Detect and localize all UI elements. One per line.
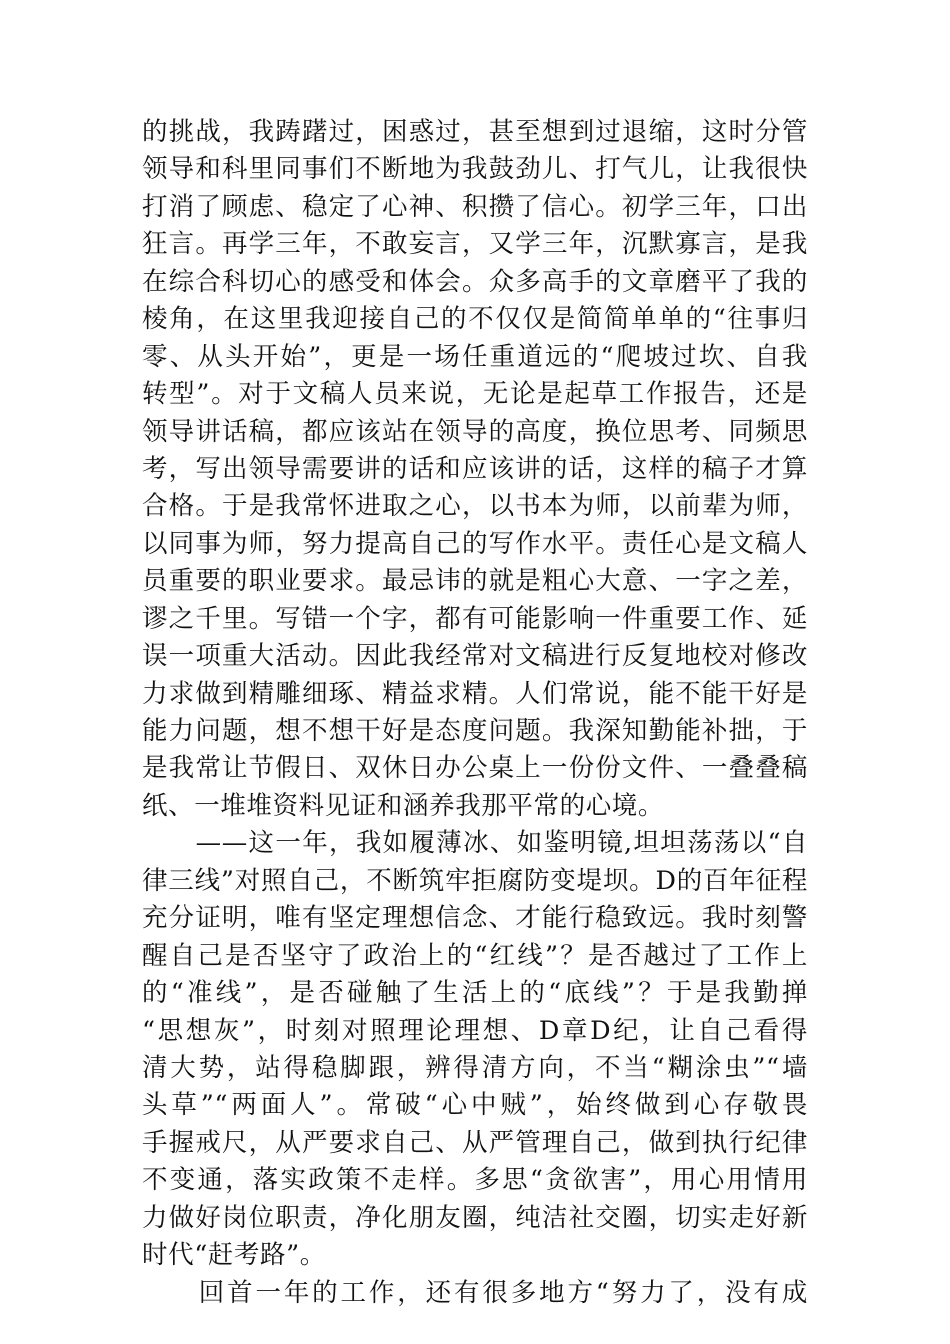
text-line: 充分证明，唯有坚定理想信念、才能行稳致远。我时刻警	[142, 903, 808, 934]
text-line: 员重要的职业要求。最忌讳的就是粗心大意、一字之差，	[142, 566, 808, 597]
text-line: 力求做到精雕细琢、精益求精。人们常说，能不能干好是	[142, 678, 808, 709]
paragraph	[142, 825, 808, 1274]
text-line: 棱角，在这里我迎接自己的不仅仅是简简单单的“往事归	[142, 304, 808, 335]
text-line: 律三线”对照自己，不断筑牢拒腐防变堤坝。D的百年征程	[142, 865, 808, 896]
text-line: 以同事为师，努力提高自己的写作水平。责任心是文稿人	[142, 528, 808, 559]
text-line: 醒自己是否坚守了政治上的“红线”？是否越过了工作上	[142, 940, 808, 971]
text-line: 回首一年的工作，还有很多地方“努力了，没有成	[142, 1277, 808, 1308]
text-line: 是我常让节假日、双休日办公桌上一份份文件、一叠叠稿	[142, 753, 808, 784]
text-line: 的“准线”，是否碰触了生活上的“底线”？于是我勤掸	[142, 978, 808, 1009]
text-line: 不变通，落实政策不走样。多思“贪欲害”，用心用情用	[142, 1165, 808, 1196]
text-line: 能力问题，想不想干好是态度问题。我深知勤能补拙，于	[142, 716, 808, 746]
text-line: 打消了顾虑、稳定了心神、积攒了信心。初学三年，口出	[142, 191, 808, 222]
text-line: 转型”。对于文稿人员来说，无论是起草工作报告，还是	[142, 379, 808, 410]
text-line: 误一项重大活动。因此我经常对文稿进行反复地校对修改	[142, 641, 808, 672]
text-line: 狂言。再学三年，不敢妄言，又学三年，沉默寡言，是我	[142, 229, 808, 260]
paragraph	[142, 1275, 808, 1312]
text-line: “思想灰”，时刻对照理论理想、D章D纪，让自己看得	[142, 1015, 808, 1046]
text-line: 零、从头开始”，更是一场任重道远的“爬坡过坎、自我	[142, 341, 808, 372]
text-line: 在综合科切心的感受和体会。众多高手的文章磨平了我的	[142, 266, 808, 297]
text-line: 手握戒尺，从严要求自己、从严管理自己，做到执行纪律	[142, 1127, 808, 1158]
text-line: 考，写出领导需要讲的话和应该讲的话，这样的稿子才算	[142, 453, 808, 484]
text-line: 合格。于是我常怀进取之心，以书本为师，以前辈为师，	[142, 491, 808, 522]
text-line: 力做好岗位职责，净化朋友圈，纯洁社交圈，切实走好新	[142, 1202, 808, 1233]
text-line: 纸、一堆堆资料见证和涵养我那平常的心境。	[142, 790, 665, 821]
text-line: 领导讲话稿，都应该站在领导的高度，换位思考、同频思	[142, 416, 808, 447]
text-line: 领导和科里同事们不断地为我鼓劲儿、打气儿，让我很快	[142, 154, 808, 185]
text-line: 清大势，站得稳脚跟，辨得清方向，不当“糊涂虫”“墙	[142, 1052, 808, 1083]
text-line: 谬之千里。写错一个字，都有可能影响一件重要工作、延	[142, 603, 808, 634]
document-body	[142, 114, 808, 1312]
text-line: 头草”“两面人”。常破“心中贼”，始终做到心存敬畏	[142, 1090, 808, 1121]
text-line: 时代“赶考路”。	[142, 1240, 326, 1271]
text-line: ——这一年，我如履薄冰、如鉴明镜,坦坦荡荡以“自	[142, 828, 808, 859]
text-line: 的挑战，我踌躇过，困惑过，甚至想到过退缩，这时分管	[142, 117, 808, 147]
paragraph	[142, 114, 808, 825]
